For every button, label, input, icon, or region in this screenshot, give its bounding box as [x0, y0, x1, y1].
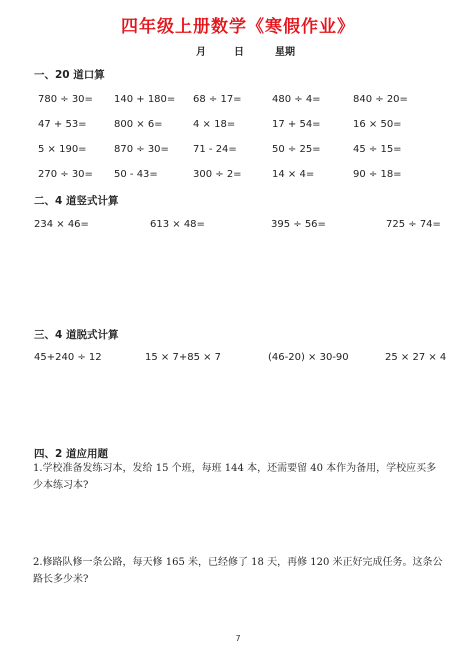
page-number: 7 — [235, 634, 241, 643]
vertical-calc-item: 725 ÷ 74= — [386, 219, 441, 230]
vertical-calc-item: 234 × 46= — [34, 219, 89, 230]
section-heading-oral: 一、20 道口算 — [34, 69, 105, 81]
oral-item: 800 × 6= — [114, 119, 163, 130]
stepwise-calc-item: 45+240 ÷ 12 — [34, 352, 102, 363]
oral-item: 5 × 190= — [38, 144, 87, 155]
oral-item: 140 + 180= — [114, 94, 176, 105]
oral-item: 50 ÷ 25= — [272, 144, 321, 155]
month-label: 月 — [196, 47, 206, 58]
oral-item: 45 ÷ 15= — [353, 144, 402, 155]
oral-item: 90 ÷ 18= — [353, 169, 402, 180]
oral-item: 14 × 4= — [272, 169, 315, 180]
oral-item: 50 - 43= — [114, 169, 158, 180]
section-heading-word-problems: 四、2 道应用题 — [34, 448, 108, 460]
section-heading-vertical: 二、4 道竖式计算 — [34, 195, 119, 207]
oral-item: 71 - 24= — [193, 144, 237, 155]
oral-item: 16 × 50= — [353, 119, 402, 130]
stepwise-calc-item: 15 × 7+85 × 7 — [145, 352, 222, 363]
oral-item: 270 ÷ 30= — [38, 169, 93, 180]
oral-item: 480 ÷ 4= — [272, 94, 321, 105]
oral-item: 780 ÷ 30= — [38, 94, 93, 105]
section-heading-stepwise: 三、4 道脱式计算 — [34, 329, 119, 341]
word-problem: 2.修路队修一条公路，每天修 165 米，已经修了 18 天，再修 120 米正好完成任务。这条公路长多少米? — [33, 557, 443, 585]
vertical-calc-item: 395 ÷ 56= — [271, 219, 326, 230]
weekday-label: 星期 — [275, 47, 295, 58]
stepwise-calc-item: (46-20) × 30-90 — [268, 352, 349, 363]
oral-item: 870 ÷ 30= — [114, 144, 169, 155]
oral-item: 68 ÷ 17= — [193, 94, 242, 105]
stepwise-calc-item: 25 × 27 × 4 — [385, 352, 447, 363]
oral-item: 840 ÷ 20= — [353, 94, 408, 105]
oral-item: 300 ÷ 2= — [193, 169, 242, 180]
word-problem: 1.学校准备发练习本，发给 15 个班，每班 144 本，还需要留 40 本作为备用，学校应买多少本练习本? — [33, 463, 437, 491]
oral-item: 17 + 54= — [272, 119, 321, 130]
oral-item: 47 + 53= — [38, 119, 87, 130]
worksheet-title: 四年级上册数学《寒假作业》 — [121, 17, 355, 37]
day-label: 日 — [234, 47, 244, 58]
oral-item: 4 × 18= — [193, 119, 236, 130]
vertical-calc-item: 613 × 48= — [150, 219, 205, 230]
